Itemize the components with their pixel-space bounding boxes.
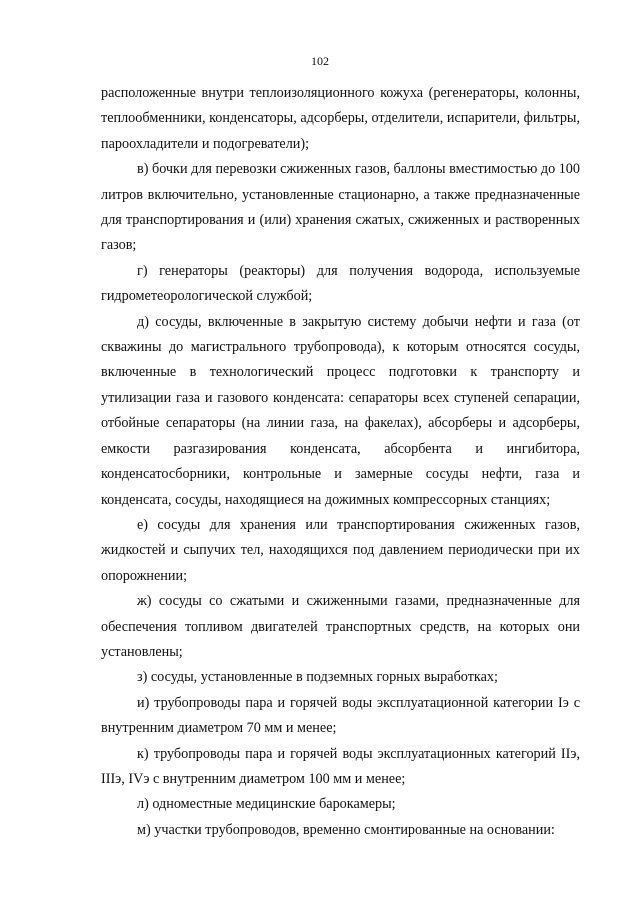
- paragraph-item-m: м) участки трубопроводов, временно смонтированные на основании:: [137, 821, 555, 838]
- body-text: [101, 81, 580, 843]
- paragraph-item-g: г) генераторы (реакторы) для получения водорода, используемые гидрометеорологической службой;: [101, 262, 580, 305]
- paragraph-item-e: е) сосуды для хранения или транспортирования сжиженных газов, жидкостей и сыпучих тел, находящихся под давлением периодически при их опорожнении;: [101, 516, 580, 584]
- page-number: 102: [311, 54, 329, 68]
- paragraph-item-i: и) трубопроводы пара и горячей воды эксплуатационной категории Iэ с внутренним диаметром 70 мм и менее;: [101, 694, 580, 737]
- paragraph-item-v: в) бочки для перевозки сжиженных газов, баллоны вместимостью до 100 литров включительно, установленные стационарно, а также предназначенные для транспортирования и (или) хранения сжатых, сжиженных и растворенных газов;: [101, 161, 580, 254]
- paragraph-item-zh: ж) сосуды со сжатыми и сжиженными газами, предназначенные для обеспечения топливом двигателей транспортных средств, на которых они установлены;: [101, 593, 580, 660]
- paragraph-item-l: л) одноместные медицинские барокамеры;: [137, 796, 396, 813]
- paragraph-continuation: расположенные внутри теплоизоляционного кожуха (регенераторы, колонны, теплообменники, конденсаторы, адсорберы, отделители, испарители, фильтры, пароохладители и подогреватели);: [101, 85, 580, 152]
- paragraph-item-k: к) трубопроводы пара и горячей воды эксплуатационных категорий IIэ, IIIэ, IVэ с внутренним диаметром 100 мм и менее;: [101, 745, 580, 787]
- paragraph-item-z: з) сосуды, установленные в подземных горных выработках;: [137, 669, 498, 686]
- paragraph-item-d: д) сосуды, включенные в закрытую систему добычи нефти и газа (от скважины до магистрального трубопровода), к которым относятся сосуды, включенные в технологический процесс подготовки к транспорту и утилизации газа и газового конденсата: сепараторы всех ступеней сепарации, отбойные сепараторы (на линии газа, на факелах), абсорберы и адсорберы, емкости разгазирования конденсата, абсорбента и ингибитора, конденсатосборники, контрольные и замерные сосуды нефти, газа и конденсата, сосуды, находящиеся на дожимных компрессорных станциях;: [101, 313, 580, 508]
